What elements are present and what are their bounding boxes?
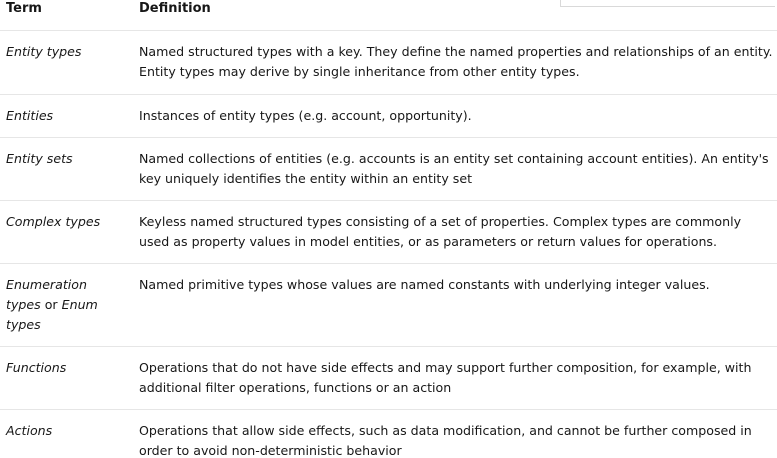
term-cell: Actions bbox=[6, 423, 53, 438]
table-row bbox=[0, 201, 777, 264]
table-row bbox=[0, 95, 777, 138]
definition-cell: Instances of entity types (e.g. account, opportunity). bbox=[130, 95, 777, 138]
table-row bbox=[0, 347, 777, 410]
table-row bbox=[0, 138, 777, 201]
definition-cell: Named primitive types whose values are named constants with underlying integer values. bbox=[130, 264, 777, 347]
column-header-definition: Definition bbox=[130, 0, 777, 31]
definition-cell: Named structured types with a key. They define the named properties and relationships of an entity. Entity types may derive by single inheritance from other entity types. bbox=[130, 31, 777, 95]
overlay-panel-edge bbox=[560, 0, 775, 7]
table-row bbox=[0, 264, 777, 347]
term-part-enum: Enum types bbox=[6, 297, 98, 332]
term-part-enumeration: Enumeration types bbox=[6, 277, 87, 312]
term-cell: Entity sets bbox=[0, 138, 130, 201]
term-cell bbox=[0, 264, 130, 347]
column-header-term: Term bbox=[0, 0, 130, 31]
term-cell: Entity types bbox=[0, 31, 130, 95]
definition-cell: Keyless named structured types consisting of a set of properties. Complex types are commonly used as property values in model entities, or as parameters or return values for operations. bbox=[130, 201, 777, 264]
term-cell: Functions bbox=[0, 347, 130, 410]
term-cell: Entities bbox=[0, 95, 130, 138]
term-cell: Complex types bbox=[0, 201, 130, 264]
definition-cell: Operations that allow side effects, such as data modification, and cannot be further composed in order to avoid non-deterministic behavior bbox=[139, 423, 752, 458]
definition-cell: Operations that do not have side effects and may support further composition, for example, with additional filter operations, functions or an action bbox=[130, 347, 777, 410]
term-connector: or bbox=[44, 297, 58, 312]
definition-cell: Named collections of entities (e.g. accounts is an entity set containing account entities). An entity's key uniquely identifies the entity within an entity set bbox=[130, 138, 777, 201]
table-row bbox=[0, 31, 777, 95]
table-row bbox=[0, 410, 777, 458]
